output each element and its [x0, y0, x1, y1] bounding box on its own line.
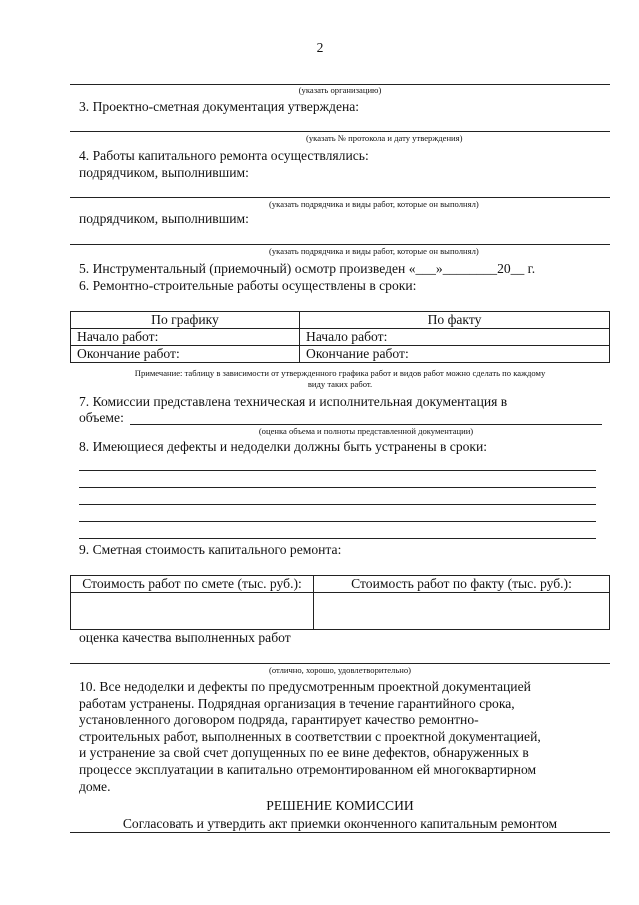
table-cell: Начало работ: — [71, 329, 300, 346]
table-row — [71, 593, 610, 630]
defects-line — [79, 538, 596, 539]
decision-line — [70, 832, 610, 833]
documentation-line — [130, 424, 602, 425]
table-cell: Начало работ: — [300, 329, 610, 346]
item-9-text: 9. Сметная стоимость капитального ремонта: — [79, 542, 342, 557]
protocol-line — [70, 131, 610, 132]
item-5-text: 5. Инструментальный (приемочный) осмотр произведен «___»________20__ г. — [79, 261, 536, 276]
contractor-1-caption: (указать подрядчика и виды работ, которые он выполнял) — [269, 199, 479, 209]
contractor-2-line — [70, 244, 610, 245]
table-cell — [71, 593, 314, 630]
contractor-2-caption: (указать подрядчика и виды работ, которые он выполнял) — [269, 246, 479, 256]
defects-line — [79, 470, 596, 471]
contractor-1-label: подрядчиком, выполнившим: — [79, 165, 249, 180]
item-10-line: строительных работ, выполненных в соответствии с проектной документацией, — [79, 728, 541, 744]
decision-title: РЕШЕНИЕ КОМИССИИ — [266, 798, 414, 813]
table-header: Стоимость работ по факту (тыс. руб.): — [314, 576, 610, 593]
item-10-line: работам устранены. Подрядная организация в течение гарантийного срока, — [79, 695, 515, 711]
protocol-caption: (указать № протокола и дату утверждения) — [306, 133, 463, 143]
decision-text: Согласовать и утвердить акт приемки оконченного капитальным ремонтом — [122, 816, 558, 831]
table-header: По факту — [300, 312, 610, 329]
quality-line — [70, 663, 610, 664]
page-number: 2 — [316, 40, 324, 55]
table-cell: Окончание работ: — [71, 346, 300, 363]
table-row — [71, 312, 610, 329]
defects-line — [79, 504, 596, 505]
table-row — [71, 346, 610, 363]
table-row — [71, 329, 610, 346]
item-10-line: доме. — [79, 778, 111, 794]
cost-table — [70, 575, 610, 630]
contractor-1-line — [70, 197, 610, 198]
item-10-line: процессе эксплуатации в капитально отремонтированном ей многоквартирном — [79, 761, 537, 777]
table-cell — [314, 593, 610, 630]
organization-caption: (указать организацию) — [298, 85, 382, 95]
defects-line — [79, 487, 596, 488]
item-3-text: 3. Проектно-сметная документация утверждена: — [79, 99, 360, 114]
item-10-line: 10. Все недоделки и дефекты по предусмотренным проектной документацией — [79, 679, 531, 694]
item-10-line: установленного договором подряда, гарантирует качество ремонтно- — [79, 712, 479, 728]
item-10-line: и устранение за свой счет допущенных по ее вине дефектов, обнаруженных в — [79, 745, 529, 761]
item-6-text: 6. Ремонтно-строительные работы осуществлены в сроки: — [79, 278, 417, 293]
table-cell: Окончание работ: — [300, 346, 610, 363]
item-7-line-1: 7. Комиссии представлена техническая и исполнительная документация в — [79, 394, 508, 409]
note-line-2: виду таких работ. — [307, 379, 373, 389]
item-10-paragraph — [79, 679, 602, 795]
quality-label: оценка качества выполненных работ — [79, 630, 291, 645]
defects-line — [79, 521, 596, 522]
contractor-2-label: подрядчиком, выполнившим: — [79, 211, 249, 226]
item-7-line-2: объеме: — [79, 410, 124, 425]
item-4-text: 4. Работы капитального ремонта осуществлялись: — [79, 148, 369, 163]
documentation-caption: (оценка объема и полноты представленной документации) — [258, 426, 474, 436]
table-header: По графику — [71, 312, 300, 329]
table-header: Стоимость работ по смете (тыс. руб.): — [71, 576, 314, 593]
quality-caption: (отлично, хорошо, удовлетворительно) — [268, 665, 411, 675]
table-row — [71, 576, 610, 593]
note-line-1: Примечание: таблицу в зависимости от утвержденного графика работ и видов работ можно сделать по каждому — [134, 368, 546, 378]
item-8-text: 8. Имеющиеся дефекты и недоделки должны быть устранены в сроки: — [79, 439, 488, 454]
schedule-table — [70, 311, 610, 363]
